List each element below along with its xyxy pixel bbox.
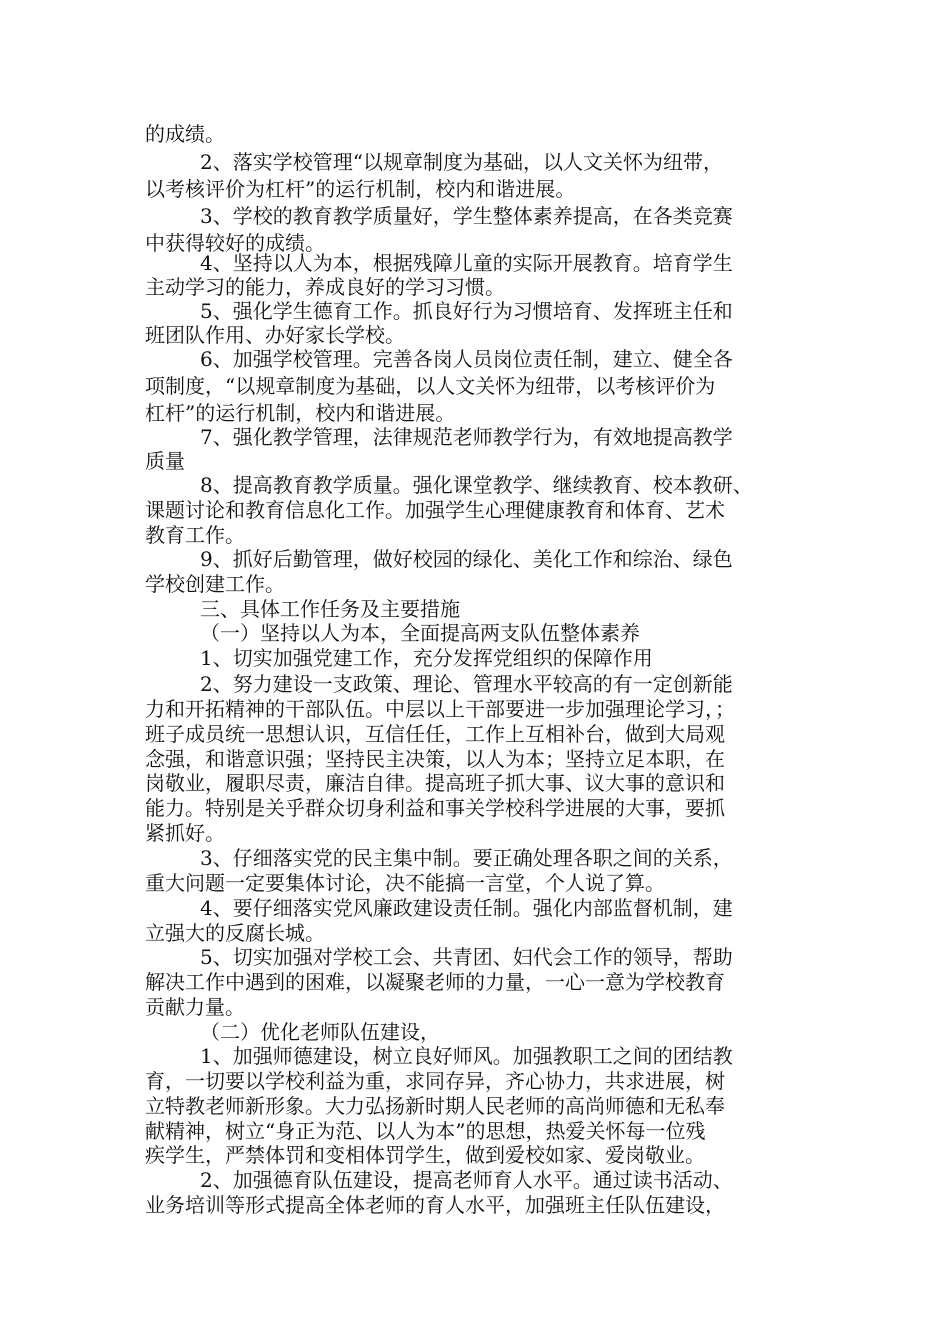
text-line: 3、仔细落实党的民主集中制。要正确处理各职之间的关系，: [200, 846, 733, 870]
text-line: 能力。特别是关乎群众切身利益和事关学校科学进展的大事，要抓: [145, 796, 725, 820]
text-line: 班团队作用、办好家长学校。: [145, 323, 405, 347]
text-line: 献精神，树立“身正为范、以人为本”的思想，热爱关怀每一位残: [145, 1119, 706, 1143]
text-line: 的成绩。: [145, 122, 225, 146]
text-line: 1、加强师德建设，树立良好师风。加强教职工之间的团结教: [200, 1044, 733, 1068]
text-line: 5、强化学生德育工作。抓良好行为习惯培育、发挥班主任和: [200, 299, 733, 323]
text-line: 5、切实加强对学校工会、共青团、妇代会工作的领导，帮助: [200, 945, 733, 969]
text-line: 2、加强德育队伍建设，提高老师育人水平。通过读书活动、: [200, 1168, 733, 1192]
subsection-heading: （二）优化老师队伍建设，: [200, 1020, 440, 1044]
text-line: 班子成员统一思想认识，互信任任，工作上互相补台，做到大局观: [145, 722, 725, 746]
text-line: 9、抓好后勤管理，做好校园的绿化、美化工作和综治、绿色: [200, 547, 733, 571]
text-line: 疾学生，严禁体罚和变相体罚学生，做到爱校如家、爱岗敬业。: [145, 1143, 705, 1167]
text-line: 学校创建工作。: [145, 572, 285, 596]
text-line: 2、努力建设一支政策、理论、管理水平较高的有一定创新能: [200, 672, 733, 696]
text-line: 业务培训等形式提高全体老师的育人水平，加强班主任队伍建设，: [145, 1193, 725, 1217]
text-line: 项制度，“以规章制度为基础，以人文关怀为纽带，以考核评价为: [145, 374, 716, 398]
text-line: 贡献力量。: [145, 995, 245, 1019]
text-line: 6、加强学校管理。完善各岗人员岗位责任制，建立、健全各: [200, 347, 733, 371]
text-line: 岗敬业，履职尽责，廉洁自律。提高班子抓大事、议大事的意识和: [145, 771, 725, 795]
section-heading: 三、具体工作任务及主要措施: [200, 597, 460, 621]
text-line: 7、强化教学管理，法律规范老师教学行为，有效地提高教学: [200, 425, 733, 449]
text-line: 念强，和谐意识强；坚持民主决策，以人为本；坚持立足本职，在: [145, 747, 725, 771]
text-line: 课题讨论和教育信息化工作。加强学生心理健康教育和体育、艺术: [145, 498, 725, 522]
text-line: 中获得较好的成绩。: [145, 231, 325, 255]
text-line: 质量: [145, 449, 185, 473]
text-line: 2、落实学校管理“以规章制度为基础，以人文关怀为纽带，: [200, 150, 723, 174]
text-line: 1、切实加强党建工作，充分发挥党组织的保障作用: [200, 646, 653, 670]
text-line: 4、要仔细落实党风廉政建设责任制。强化内部监督机制，建: [200, 896, 733, 920]
text-line: 3、学校的教育教学质量好，学生整体素养提高，在各类竞赛: [200, 204, 733, 228]
text-line: 4、坚持以人为本，根据残障儿童的实际开展教育。培育学生: [200, 251, 733, 275]
text-line: 解决工作中遇到的困难，以凝聚老师的力量，一心一意为学校教育: [145, 970, 725, 994]
text-line: 8、提高教育教学质量。强化课堂教学、继续教育、校本教研、: [200, 473, 753, 497]
text-line: 重大问题一定要集体讨论，决不能搞一言堂，个人说了算。: [145, 871, 665, 895]
text-line: 育，一切要以学校利益为重，求同存异，齐心协力，共求进展，树: [145, 1069, 725, 1093]
text-line: 立强大的反腐长城。: [145, 921, 325, 945]
text-line: 立特教老师新形象。大力弘扬新时期人民老师的高尚师德和无私奉: [145, 1094, 725, 1118]
text-line: 教育工作。: [145, 523, 245, 547]
text-line: 以考核评价为杠杆”的运行机制，校内和谐进展。: [145, 177, 576, 201]
text-line: 力和开拓精神的干部队伍。中层以上干部要进一步加强理论学习，；: [145, 697, 735, 721]
text-line: 主动学习的能力，养成良好的学习习惯。: [145, 275, 505, 299]
text-line: 杠杆”的运行机制，校内和谐进展。: [145, 401, 456, 425]
subsection-heading: （一）坚持以人为本，全面提高两支队伍整体素养: [200, 621, 640, 645]
text-line: 紧抓好。: [145, 821, 225, 845]
